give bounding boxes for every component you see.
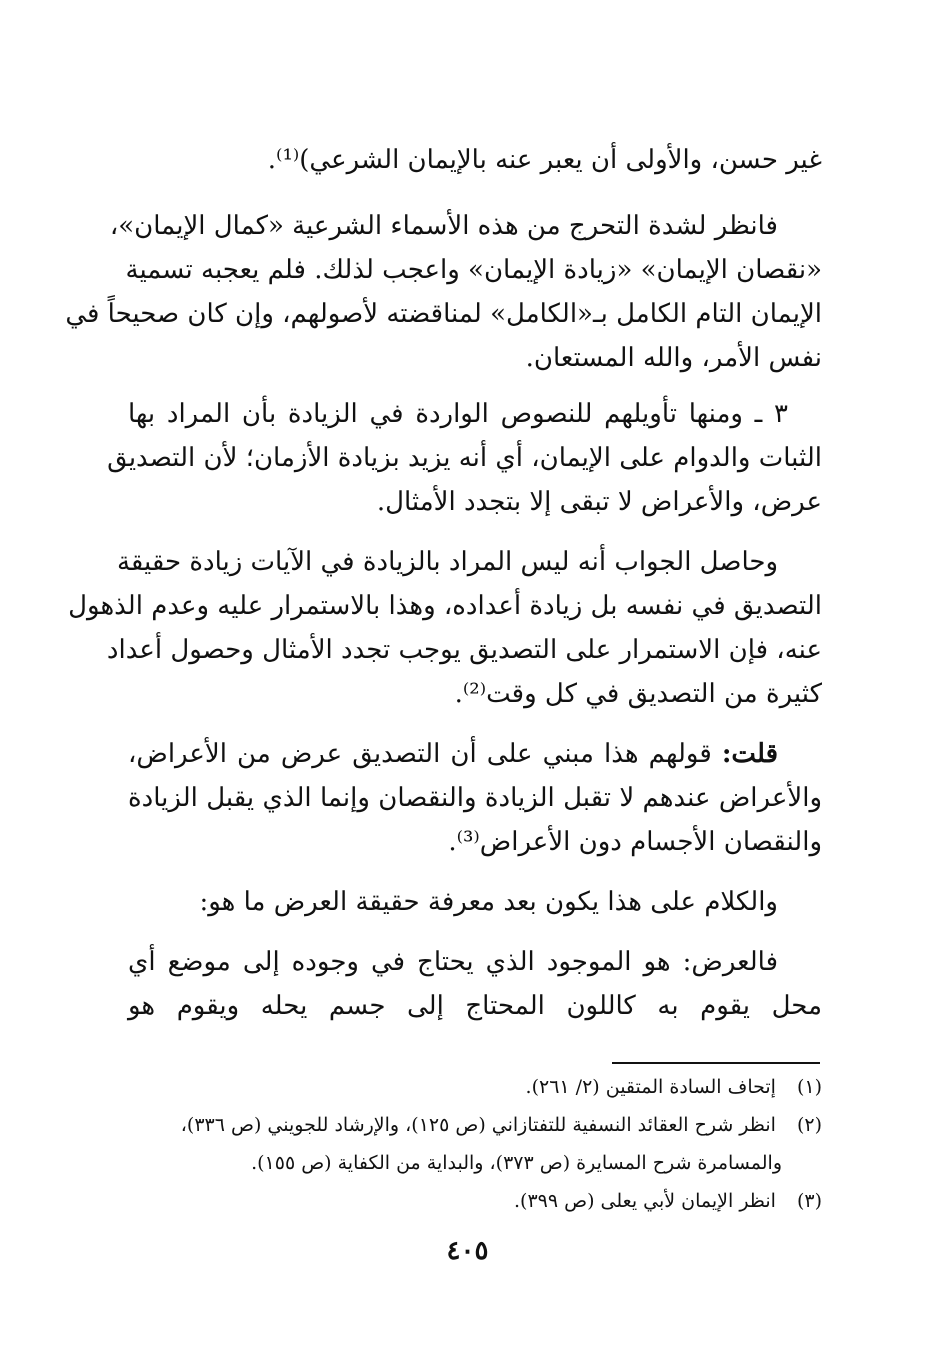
- text-line: وحاصل الجواب أنه ليس المراد بالزيادة في الآيات زيادة حقيقة: [116, 547, 778, 577]
- footnote-2: [128, 1110, 822, 1140]
- footnote-text: انظر الإيمان لأبي يعلى (ص ٣٩٩).: [513, 1190, 776, 1212]
- footnote-3: [128, 1186, 822, 1216]
- text-line: [128, 732, 822, 776]
- text-line: عنه، فإن الاستمرار على التصديق يوجب تجدد الأمثال وحصول أعداد: [106, 635, 822, 665]
- text-line: محل يقوم به كاللون المحتاج إلى جسم يحله ويقوم هو: [128, 991, 822, 1021]
- text-line: نفس الأمر، والله المستعان.: [525, 343, 822, 373]
- footnote-1: [128, 1072, 822, 1102]
- text-line: والأعراض عندهم لا تقبل الزيادة والنقصان وإنما الذي يقبل الزيادة: [128, 783, 822, 813]
- text-line: فانظر لشدة التحرج من هذه الأسماء الشرعية «كمال الإيمان»،: [109, 211, 778, 241]
- text-line: غير حسن، والأولى أن يعبر عنه بالإيمان الشرعي)⁽¹⁾.: [267, 145, 822, 175]
- text-line: الثبات والدوام على الإيمان، أي أنه يزيد بزيادة الأزمان؛ لأن التصديق: [107, 443, 822, 473]
- text-line: والنقصان الأجسام دون الأعراض⁽³⁾.: [448, 827, 822, 857]
- text-line: عرض، والأعراض لا تبقى إلا بتجدد الأمثال.: [376, 487, 822, 517]
- page-number: ٤٠٥: [446, 1236, 489, 1266]
- text-line: ٣ ـ ومنها تأويلهم للنصوص الواردة في الزيادة بأن المراد بها: [128, 399, 788, 429]
- text-line: التصديق في نفسه بل زيادة أعداده، وهذا بالاستمرار عليه وعدم الذهول: [68, 591, 822, 621]
- footnote-number: (٣): [796, 1190, 822, 1212]
- footnote-text: انظر شرح العقائد النسفية للتفتازاني (ص ١٢٥)، والإرشاد للجويني (ص ٣٣٦)،: [180, 1114, 776, 1136]
- text-line: فالعرض: هو الموجود الذي يحتاج في وجوده إلى موضع أي: [128, 947, 778, 977]
- text-line: والكلام على هذا يكون بعد معرفة حقيقة العرض ما هو:: [199, 887, 778, 917]
- text-line: الإيمان التام الكامل بـ«الكامل» لمناقضته لأصولهم، وإن كان صحيحاً في: [65, 299, 822, 329]
- footnote-number: (١): [796, 1076, 822, 1098]
- footnote-2-continued: والمسامرة شرح المسايرة (ص ٣٧٣)، والبداية من الكفاية (ص ١٥٥).: [251, 1152, 782, 1174]
- text-segment: قولهم هذا مبني على أن التصديق عرض من الأعراض،: [128, 739, 722, 769]
- text-line: «نقصان الإيمان» «زيادة الإيمان» واعجب لذلك. فلم يعجبه تسمية: [125, 255, 822, 285]
- footnote-number: (٢): [796, 1114, 822, 1136]
- footnote-separator: [612, 1062, 820, 1064]
- qultu-label: قلت:: [721, 739, 778, 769]
- text-line: كثيرة من التصديق في كل وقت⁽²⁾.: [454, 679, 822, 709]
- footnote-text: إتحاف السادة المتقين (٢/ ٢٦١).: [525, 1076, 776, 1098]
